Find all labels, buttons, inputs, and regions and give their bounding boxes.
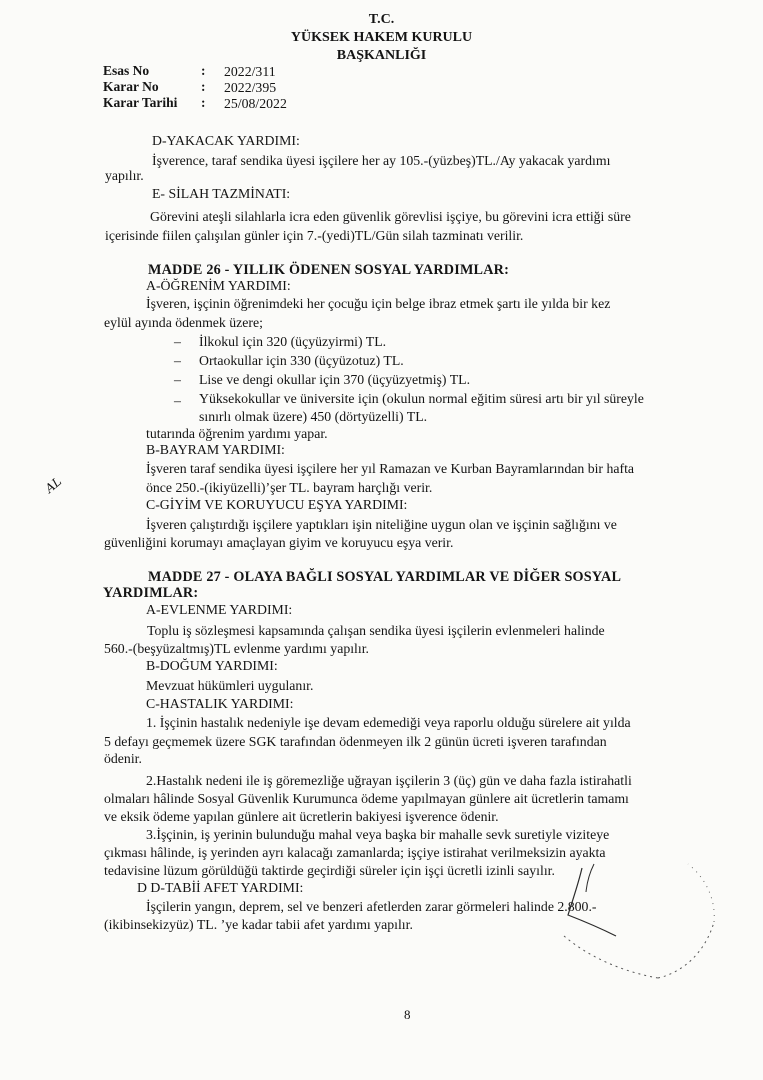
text-line: ve eksik ödeme yapılan günlere ait ücretlerin bakiyesi işverence ödenir.	[104, 809, 499, 824]
text-line: Görevini ateşli silahlarla icra eden güvenlik görevlisi işçiye, bu görevini icra ettiği süre	[150, 209, 631, 224]
heading-bayram: B-BAYRAM YARDIMI:	[146, 442, 285, 457]
text-line: İşverence, taraf sendika üyesi işçilere her ay 105.-(yüzbeş)TL./Ay yakacak yardımı	[152, 153, 611, 168]
text-line: 1. İşçinin hastalık nedeniyle işe devam edemediği veya raporlu olduğu sürelere ait yılda	[146, 715, 631, 730]
meta-karar-label: Karar No	[103, 79, 159, 94]
meta-tarih-sep: :	[201, 95, 206, 110]
meta-karar-value: 2022/395	[224, 80, 277, 95]
text-line: yapılır.	[105, 168, 144, 183]
list-item: Yüksekokullar ve üniversite için (okulun normal eğitim süresi artı bir yıl süreyle	[199, 391, 644, 406]
list-dash: –	[174, 372, 181, 387]
header-court-name: YÜKSEK HAKEM KURULU	[290, 30, 473, 45]
meta-karar-sep: :	[201, 79, 206, 94]
text-line: İşveren çalıştırdığı işçilere yaptıkları işin niteliğine uygun olan ve işçinin sağlığını ve	[146, 517, 617, 532]
text-line: Toplu iş sözleşmesi kapsamında çalışan sendika üyesi işçilerin evlenmeleri halinde	[147, 623, 605, 638]
list-dash: –	[174, 334, 181, 349]
text-line: tedavisine lüzum görüldüğü taktirde geçirdiği süreler için işçi ücretli izinli sayılır.	[104, 863, 555, 878]
header-presidency: BAŞKANLIĞI	[336, 48, 427, 63]
text-line: İşçilerin yangın, deprem, sel ve benzeri afetlerden zarar görmeleri halinde 2.800.-	[146, 899, 597, 914]
heading-giyim: C-GİYİM VE KORUYUCU EŞYA YARDIMI:	[146, 497, 408, 512]
heading-afet: D D-TABİİ AFET YARDIMI:	[137, 880, 304, 895]
text-line: 2.Hastalık nedeni ile iş göremezliğe uğrayan işçilerin 3 (üç) gün ve daha fazla istirahatli	[146, 773, 632, 788]
page-number: 8	[404, 1007, 411, 1022]
article-27-title: MADDE 27 - OLAYA BAĞLI SOSYAL YARDIMLAR VE DİĞER SOSYAL	[148, 569, 622, 585]
article-26-title: MADDE 26 - YILLIK ÖDENEN SOSYAL YARDIMLAR:	[148, 262, 510, 278]
list-item: Ortaokullar için 330 (üçyüzotuz) TL.	[199, 353, 404, 368]
text-line: Mevzuat hükümleri uygulanır.	[146, 678, 314, 693]
heading-hastalik: C-HASTALIK YARDIMI:	[146, 696, 294, 711]
text-line: 5 defayı geçmemek üzere SGK tarafından ödenmeyen ilk 2 günün ücreti işveren tarafından	[104, 734, 607, 749]
heading-ogrenim: A-ÖĞRENİM YARDIMI:	[146, 278, 291, 293]
text-line: eylül ayında ödenmek üzere;	[104, 315, 263, 330]
list-dash: –	[174, 393, 181, 408]
list-item-continued: sınırlı olmak üzere) 450 (dörtyüzelli) TL.	[199, 409, 428, 424]
text-line: olmaları hâlinde Sosyal Güvenlik Kurumunca ödeme yapılmayan günlere ait ücretlerin tamamı	[104, 791, 629, 806]
heading-dogum: B-DOĞUM YARDIMI:	[146, 658, 278, 673]
text-line: önce 250.-(ikiyüzelli)’şer TL. bayram harçlığı verir.	[146, 480, 433, 495]
list-item: İlkokul için 320 (üçyüzyirmi) TL.	[199, 334, 387, 349]
meta-tarih-value: 25/08/2022	[224, 96, 287, 111]
text-line: güvenliğini korumayı amaçlayan giyim ve koruyucu eşya verir.	[104, 535, 454, 550]
meta-esas-label: Esas No	[103, 63, 150, 78]
heading-evlenme: A-EVLENME YARDIMI:	[146, 602, 293, 617]
margin-initials: AL	[42, 474, 65, 496]
meta-esas-value: 2022/311	[224, 64, 276, 79]
heading-yakacak: D-YAKACAK YARDIMI:	[152, 133, 300, 148]
text-line: içerisinde fiilen çalışılan günler için 7.-(yedi)TL/Gün silah tazminatı verilir.	[105, 228, 524, 243]
text-line: çıkması hâlinde, iş yerinden ayrı kalacağı zamanlarda; işçiye istirahat verilmeksizin ayakta	[104, 845, 606, 860]
heading-silah: E- SİLAH TAZMİNATI:	[152, 186, 291, 201]
text-line: ödenir.	[104, 751, 142, 766]
article-27-title-continued: YARDIMLAR:	[103, 585, 199, 601]
signature-stamp-mark	[520, 840, 730, 990]
list-item: Lise ve dengi okullar için 370 (üçyüzyetmiş) TL.	[199, 372, 471, 387]
text-line: 560.-(beşyüzaltmış)TL evlenme yardımı yapılır.	[104, 641, 370, 656]
meta-esas-sep: :	[201, 63, 206, 78]
text-line: tutarında öğrenim yardımı yapar.	[146, 426, 328, 441]
list-dash: –	[174, 353, 181, 368]
meta-tarih-label: Karar Tarihi	[103, 95, 178, 110]
text-line: İşveren, işçinin öğrenimdeki her çocuğu için belge ibraz etmek şartı ile yılda bir kez	[146, 296, 611, 311]
text-line: 3.İşçinin, iş yerinin bulunduğu mahal veya başka bir mahalle sevk suretiyle viziteye	[146, 827, 610, 842]
text-line: İşveren taraf sendika üyesi işçilere her yıl Ramazan ve Kurban Bayramlarından bir hafta	[146, 461, 635, 476]
header-tc: T.C.	[368, 12, 395, 27]
text-line: (ikibinsekizyüz) TL. ’ye kadar tabii afet yardımı yapılır.	[104, 917, 413, 932]
